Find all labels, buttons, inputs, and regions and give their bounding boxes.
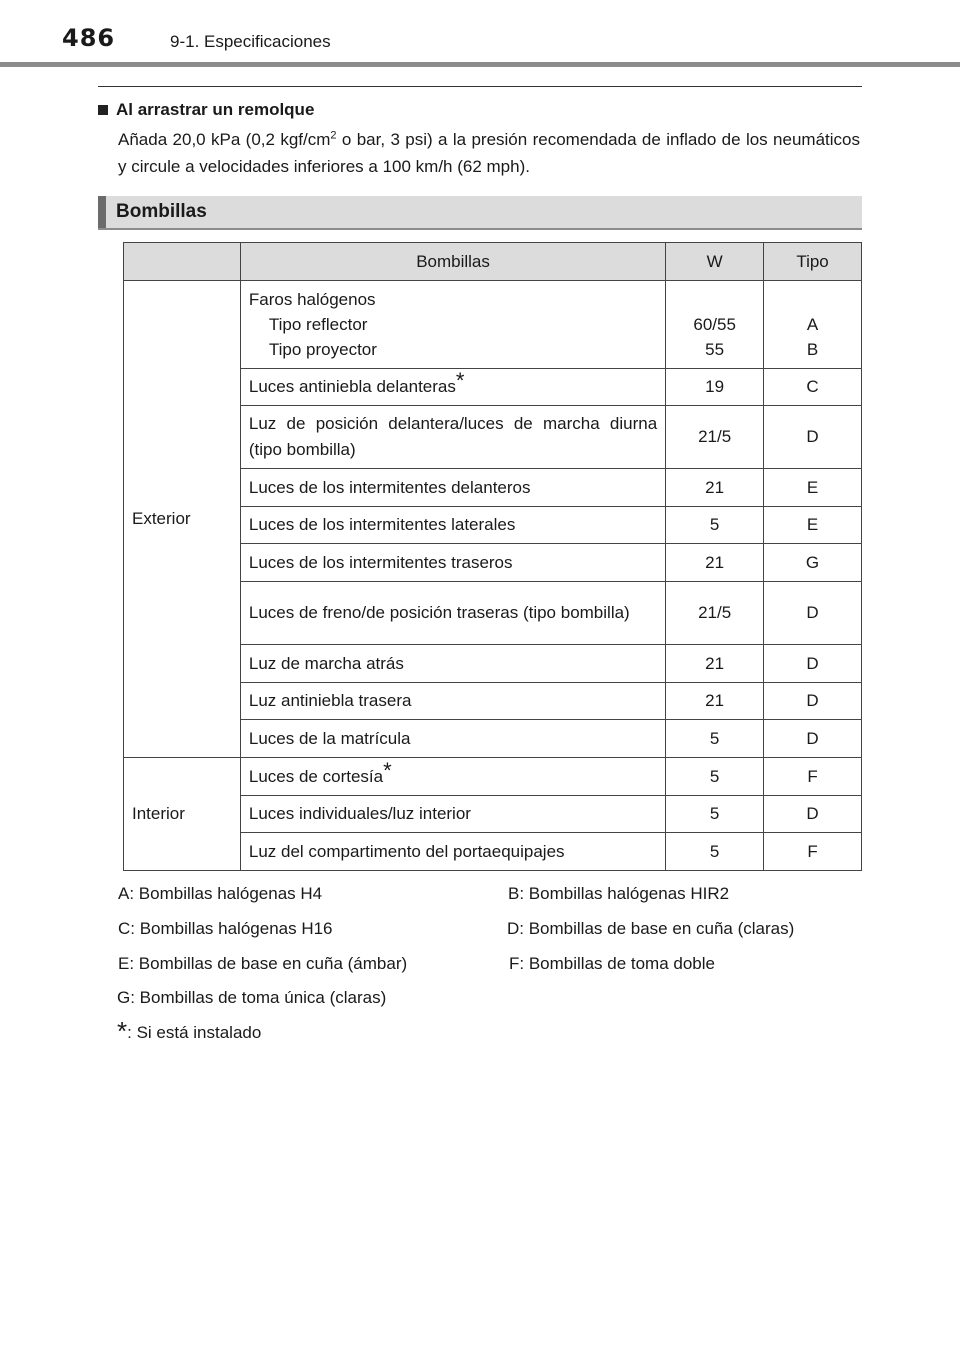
watts-value: 21 — [666, 683, 764, 720]
bulb-name-cell — [240, 281, 665, 369]
type-value: D — [764, 683, 862, 720]
bulb-name: Luces de freno/de posición traseras (tipo bombilla) — [240, 582, 665, 645]
bulb-name: Luces de los intermitentes delanteros — [240, 469, 665, 507]
bulbs-table — [123, 242, 862, 871]
bulb-name: Luz del compartimento del portaequipajes — [240, 833, 665, 871]
type-value: F — [764, 833, 862, 871]
type-value: C — [764, 369, 862, 406]
type-value: F — [764, 758, 862, 796]
towing-paragraph — [118, 126, 860, 180]
watts-value: 19 — [666, 369, 764, 406]
asterisk-icon: * — [455, 368, 465, 393]
bulb-subname: Tipo proyector — [268, 340, 377, 359]
type-value: E — [764, 469, 862, 507]
type-value: D — [764, 406, 862, 469]
bulb-name: Luces de los intermitentes laterales — [240, 507, 665, 544]
bulb-name: Luces de los intermitentes traseros — [240, 544, 665, 582]
table-header-row — [124, 243, 862, 281]
watts-value: 5 — [666, 720, 764, 758]
bulb-name — [240, 369, 665, 406]
watts-value: 5 — [666, 758, 764, 796]
watts-value: 55 — [705, 340, 725, 359]
type-value: D — [764, 645, 862, 683]
category-interior: Interior — [124, 758, 241, 871]
towing-heading-text: Al arrastrar un remolque — [116, 100, 315, 119]
header-cell-empty — [124, 243, 241, 281]
bulb-name: Luz de marcha atrás — [240, 645, 665, 683]
bulb-name: Luces individuales/luz interior — [240, 796, 665, 833]
bulb-name-text: Luces de cortesía — [248, 766, 384, 786]
table-row — [124, 758, 862, 796]
watts-value: 21 — [666, 469, 764, 507]
section-banner — [98, 196, 862, 230]
header-cell-type: Tipo — [764, 243, 862, 281]
banner-accent-bar — [98, 196, 106, 228]
header-rule — [0, 62, 960, 67]
type-value: D — [764, 582, 862, 645]
type-value: D — [764, 720, 862, 758]
bulb-name: Luces de la matrícula — [240, 720, 665, 758]
towing-heading — [98, 100, 314, 120]
type-cell — [764, 281, 862, 369]
square-bullet-icon — [98, 105, 108, 115]
type-value: A — [806, 315, 819, 334]
page-number: 486 — [62, 24, 116, 52]
towing-text-a: Añada 20,0 kPa (0,2 kgf/cm — [118, 130, 331, 149]
watts-value: 21/5 — [666, 582, 764, 645]
watts-value: 5 — [666, 833, 764, 871]
legend-item-f: F: Bombillas de toma doble — [509, 954, 715, 973]
legend-item-g: G: Bombillas de toma única (claras) — [117, 988, 387, 1007]
legend-item-d: D: Bombillas de base en cuña (claras) — [507, 919, 795, 938]
watts-value: 21 — [666, 645, 764, 683]
type-value: B — [806, 340, 819, 359]
bulb-name: Luz antiniebla trasera — [240, 683, 665, 720]
section-label: 9-1. Especificaciones — [170, 32, 331, 51]
bulb-name-text: Luces antiniebla delanteras — [248, 377, 456, 396]
section-title: Bombillas — [116, 201, 207, 222]
watts-value: 60/55 — [693, 315, 736, 334]
watts-value: 5 — [666, 796, 764, 833]
table-row — [124, 281, 862, 369]
watts-value: 5 — [666, 507, 764, 544]
legend-item-b: B: Bombillas halógenas HIR2 — [508, 884, 730, 903]
type-value: D — [764, 796, 862, 833]
legend-item-a: A: Bombillas halógenas H4 — [118, 884, 323, 903]
asterisk-icon: * — [383, 757, 392, 783]
watts-value: 21 — [666, 544, 764, 582]
bulb-name: Faros halógenos — [248, 290, 376, 309]
header-cell-watts: W — [666, 243, 764, 281]
towing-text-b: o bar, 3 psi) a la presión recomendada de inflado de los neumáticos y circule a velocidades inferiores a 100 km/h (62 mph). — [118, 130, 860, 176]
header-cell-bulbs: Bombillas — [240, 243, 665, 281]
towing-text-sup: 2 — [330, 129, 337, 142]
bulb-name — [240, 758, 665, 796]
type-value: G — [764, 544, 862, 582]
bulb-subname: Tipo reflector — [268, 315, 368, 334]
category-exterior: Exterior — [124, 281, 241, 758]
legend-item-c: C: Bombillas halógenas H16 — [118, 919, 333, 938]
watts-value: 21/5 — [666, 406, 764, 469]
bulb-name: Luz de posición delantera/luces de marcha diurna (tipo bombilla) — [240, 406, 665, 469]
watts-cell — [666, 281, 764, 369]
top-rule — [98, 86, 862, 87]
asterisk-icon: * — [117, 1016, 128, 1046]
footnote-text: : Si está instalado — [127, 1023, 262, 1042]
legend-item-e: E: Bombillas de base en cuña (ámbar) — [118, 954, 408, 973]
footnote — [117, 1016, 262, 1046]
type-value: E — [764, 507, 862, 544]
